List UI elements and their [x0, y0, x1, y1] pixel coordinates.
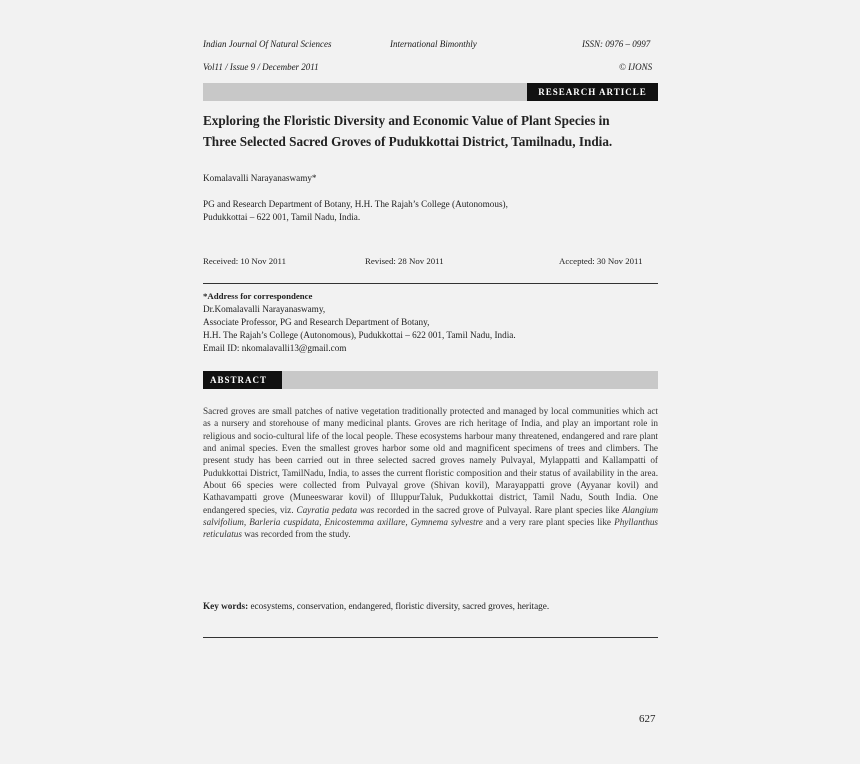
received-date: Received: 10 Nov 2011 [203, 256, 286, 266]
title-line-2: Three Selected Sacred Groves of Pudukkottai District, Tamilnadu, India. [203, 134, 613, 149]
title-line-1: Exploring the Floristic Diversity and Economic Value of Plant Species in [203, 113, 610, 128]
revised-date: Revised: 28 Nov 2011 [365, 256, 444, 266]
species-name: Phyllanthus reticulatus [203, 517, 658, 540]
accepted-date: Accepted: 30 Nov 2011 [559, 256, 643, 266]
species-name: Cayratia pedata was [296, 504, 375, 515]
correspondence-heading: *Address for correspondence [203, 291, 313, 301]
abstract-body [203, 405, 658, 541]
correspondence-line: Dr.Komalavalli Narayanaswamy, [203, 304, 326, 314]
keywords-divider [203, 637, 658, 638]
correspondence-line: Associate Professor, PG and Research Department of Botany, [203, 317, 430, 327]
abstract-text: and a very rare plant species like [482, 517, 615, 528]
journal-name: Indian Journal Of Natural Sciences [203, 39, 332, 49]
page-number: 627 [639, 713, 656, 725]
keywords-label: Key words: [203, 601, 249, 611]
abstract-text: was recorded from the study. [241, 529, 351, 540]
journal-frequency: International Bimonthly [390, 39, 477, 49]
author-name: Komalavalli Narayanaswamy* [203, 173, 317, 183]
research-article-label: RESEARCH ARTICLE [527, 83, 658, 101]
paper-title [203, 110, 663, 152]
journal-copyright: © IJONS [619, 62, 653, 72]
keywords [203, 601, 549, 611]
abstract-text: Sacred groves are small patches of native vegetation traditionally protected and managed by local communities which act as a nursery and storehouse of many medicinal plants. Groves are rich heritage of India, and play an important role in religious and socio-cultural life of the local people. These ecosystems harbour many threatened, endangered and rare plant and animal species. Even the smallest groves harbor some old and magnificent specimens of trees and climbers. The present study has been carried out in three selected sacred groves namely Pulvayal, Mylappatti and Kallampatti of Pudukkottai District, TamilNadu, India, to asses the current floristic composition and their status of availability in the area. About 66 species were collected from Pulvayal grove (Shivan kovil), Marayappatti grove (Ayyanar kovil) and Kathavampatti grove (Muneeswarar kovil) of IlluppurTaluk, Pudukkottai district, Tamil Nadu, South India. One endangered species, viz. [203, 406, 658, 515]
abstract-paragraph [203, 405, 658, 541]
journal-volume: Vol11 / Issue 9 / December 2011 [203, 62, 319, 72]
affiliation-line-1: PG and Research Department of Botany, H.H. The Rajah’s College (Autonomous), [203, 199, 508, 209]
abstract-label: ABSTRACT [203, 371, 282, 389]
keywords-text: ecosystems, conservation, endangered, floristic diversity, sacred groves, heritage. [248, 601, 550, 611]
journal-issn: ISSN: 0976 – 0997 [582, 39, 651, 49]
abstract-text: recorded in the sacred grove of Pulvayal. Rare plant species like [374, 504, 623, 515]
correspondence-line: H.H. The Rajah’s College (Autonomous), Pudukkottai – 622 001, Tamil Nadu, India. [203, 330, 516, 340]
species-list: Alangium salvifolium, Barleria cuspidata, Enicostemma axillare, Gymnema sylvestre [203, 504, 658, 528]
dates-divider [203, 283, 658, 284]
correspondence-email: Email ID: nkomalavalli13@gmail.com [203, 343, 347, 353]
affiliation-line-2: Pudukkottai – 622 001, Tamil Nadu, India. [203, 212, 361, 222]
